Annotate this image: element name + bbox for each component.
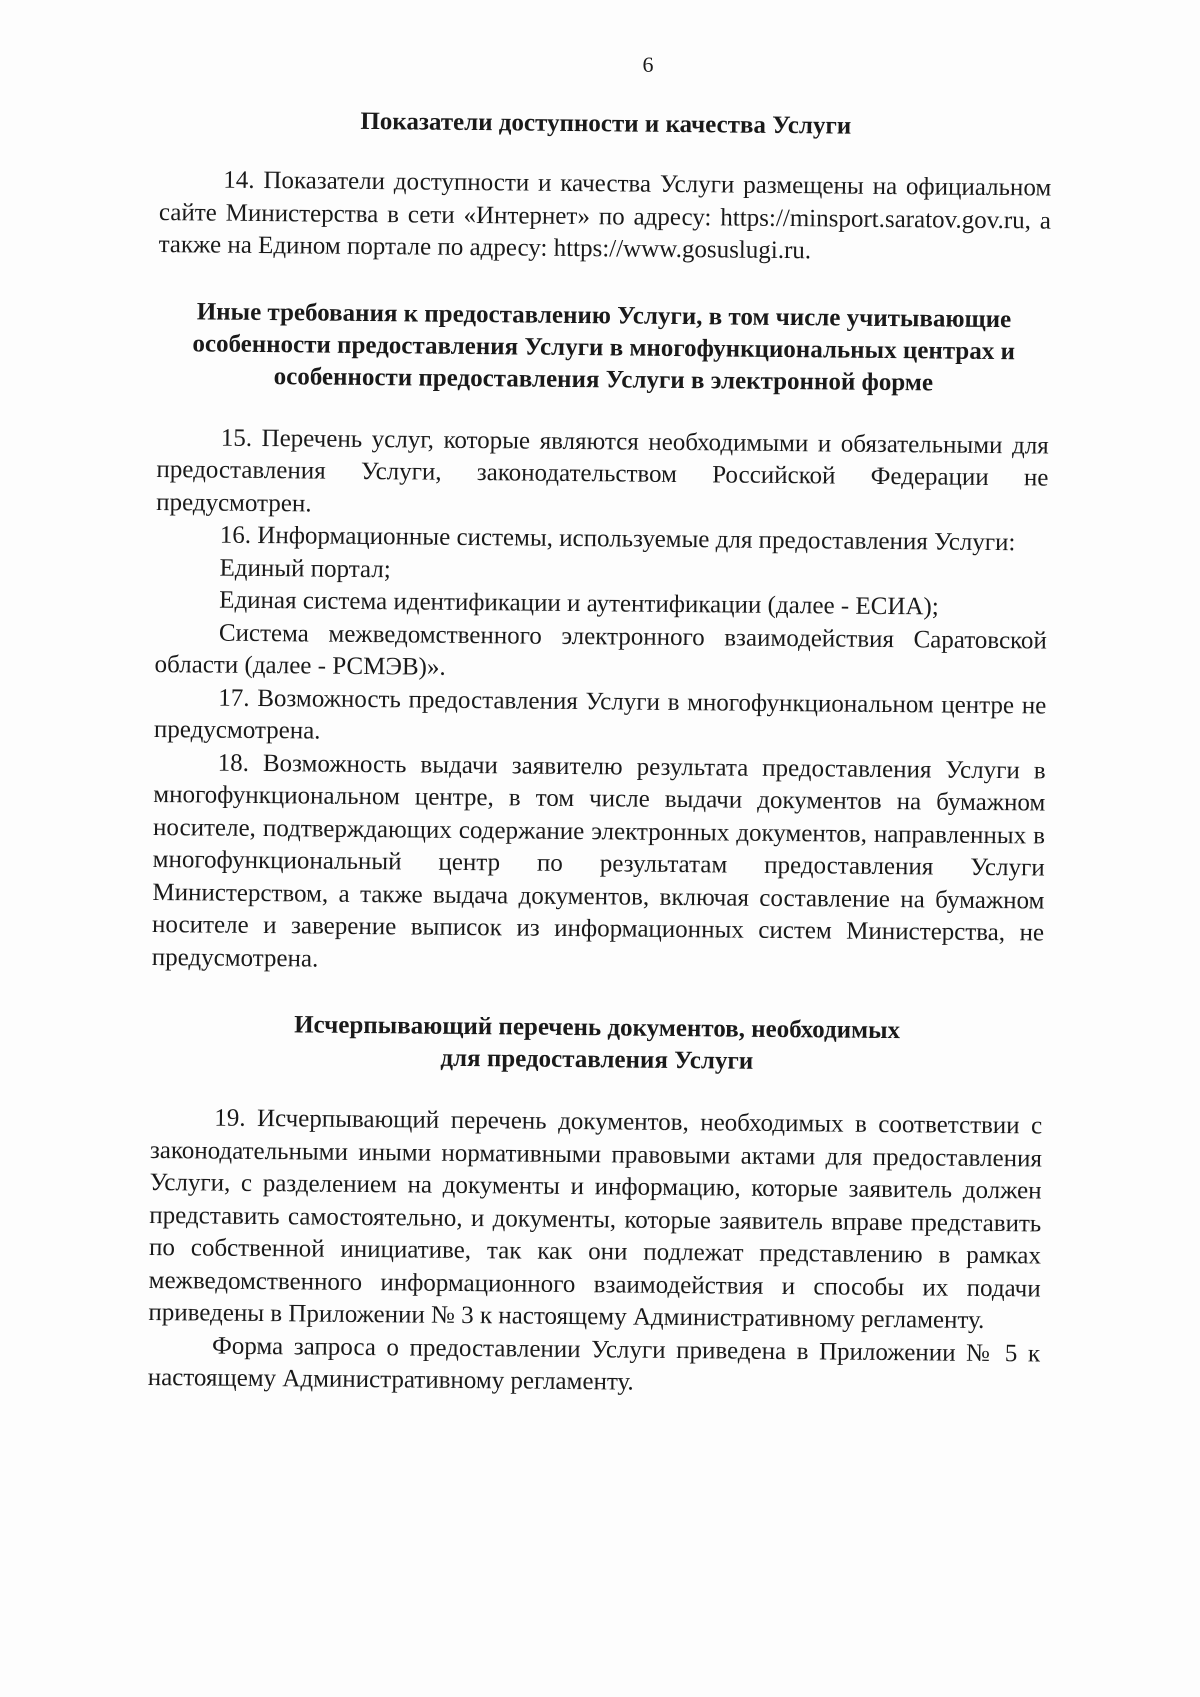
section-heading-availability: Показатели доступности и качества Услуги	[360, 107, 852, 140]
paragraph-request-form: Форма запроса о предоставлении Услуги приведена в Приложении № 5 к настоящему Административному регламенту.	[147, 1332, 1041, 1396]
heading-line: Исчерпывающий перечень документов, необходимых	[294, 1011, 901, 1045]
paragraph-14: 14. Показатели доступности и качества Услуги размещены на официальном сайте Министерства в сети «Интернет» по адресу: https://minsport.saratov.gov.ru, а также на Едином портале по адресу: https://www.gosuslugi.ru.	[158, 166, 1052, 265]
list-item-single-portal: Единый портал;	[219, 554, 391, 583]
section-heading-other-requirements	[157, 295, 1050, 400]
list-item-esia: Единая система идентификации и аутентификации (далее - ЕСИА);	[219, 586, 939, 621]
list-item-rsmev: Система межведомственного электронного взаимодействия Саратовской области (далее - РСМЭВ)».	[154, 619, 1048, 681]
heading-line: особенности предоставления Услуги в многофункциональных центрах и	[192, 329, 1016, 365]
paragraph-15: 15. Перечень услуг, которые являются необходимыми и обязательными для предоставления Услуги, законодательством Российской Федерации не предусмотрен.	[156, 424, 1049, 517]
paragraph-18: 18. Возможность выдачи заявителю результата предоставления Услуги в многофункциональном центре, в том числе выдачи документов на бумажном носителе, подтверждающих содержание электронных документов, направленных в многофункциональный центр по результатам предоставления Услуги Министерством, а также выдача документов, включая составление на бумажном носителе и заверение выписок из информационных систем Министерства, не предусмотрена.	[151, 749, 1046, 973]
heading-line: особенности предоставления Услуги в электронной форме	[273, 362, 934, 396]
heading-line: Иные требования к предоставлению Услуги, в том числе учитывающие	[196, 297, 1012, 333]
paragraph-17: 17. Возможность предоставления Услуги в многофункциональном центре не предусмотрена.	[153, 684, 1047, 745]
section-heading-documents-list	[151, 1008, 1044, 1081]
heading-line: для предоставления Услуги	[440, 1044, 754, 1075]
paragraph-16: 16. Информационные системы, используемые для предоставления Услуги:	[219, 521, 1016, 557]
page-number: 6	[642, 52, 654, 77]
document-body	[148, 104, 1052, 1403]
paragraph-19: 19. Исчерпывающий перечень документов, необходимых в соответствии с законодательными иными нормативными правовыми актами для предоставления Услуги, с разделением на документы и информацию, которые заявитель должен представить самостоятельно, и документы, которые заявитель вправе представить по собственной инициативе, так как они подлежат представлению в рамках межведомственного информационного взаимодействия и способы их подачи приведены в Приложении № 3 к настоящему Административному регламенту.	[148, 1104, 1043, 1334]
